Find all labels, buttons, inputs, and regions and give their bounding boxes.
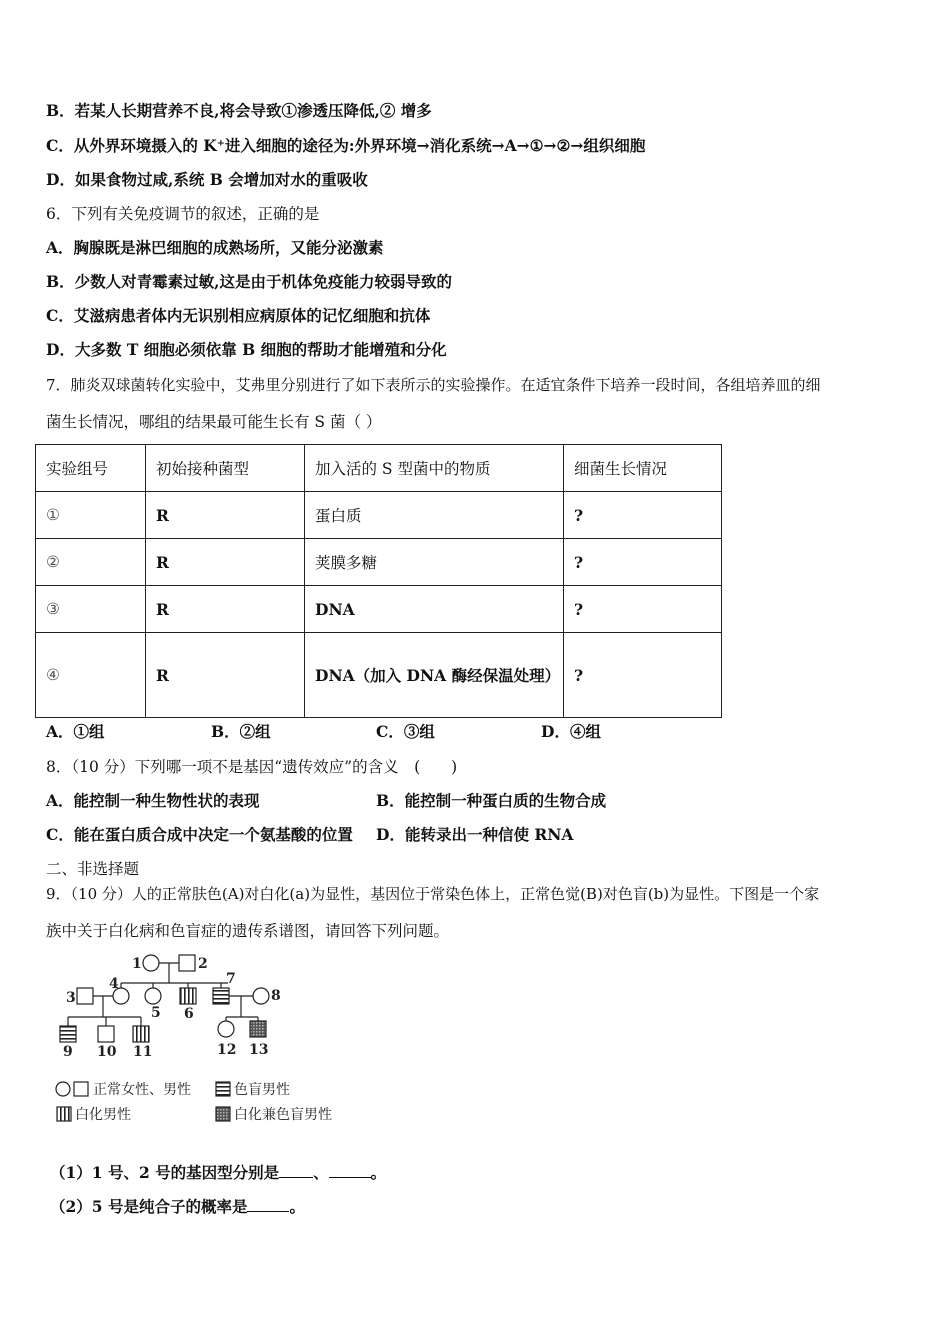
- table-row: [36, 633, 722, 718]
- legend-normal-label: 正常女性、男性: [93, 1082, 191, 1098]
- section-heading: 二、非选择题: [46, 860, 140, 878]
- table-cell: 蛋白质: [305, 492, 564, 539]
- q5-option-c: C．从外界环境摄入的 K⁺进入细胞的途径为:外界环境→消化系统→A→①→②→组织细胞: [46, 136, 646, 155]
- pedigree-female-12: [218, 1021, 234, 1037]
- q6-option-b: B．少数人对青霉素过敏,这是由于机体免疫能力较弱导致的: [46, 272, 452, 291]
- q8-option-c: C．能在蛋白质合成中决定一个氨基酸的位置: [46, 825, 353, 844]
- table-cell: R: [146, 492, 305, 539]
- pedigree-label: 12: [217, 1042, 237, 1058]
- answer-blank-2[interactable]: [329, 1163, 371, 1178]
- legend-both-label: 白化兼色盲男性: [234, 1107, 332, 1123]
- pedigree-female-8: [253, 988, 269, 1004]
- q6-option-c: C．艾滋病患者体内无识别相应病原体的记忆细胞和抗体: [46, 306, 431, 325]
- table-cell: R: [146, 539, 305, 586]
- pedigree-label: 7: [226, 971, 236, 987]
- q9-sub1: [50, 1163, 386, 1183]
- experiment-table: [35, 444, 722, 718]
- table-cell: ?: [564, 539, 722, 586]
- legend-male-icon: [74, 1082, 88, 1096]
- pedigree-albino-male-6: [180, 988, 196, 1004]
- legend-female-icon: [56, 1082, 70, 1096]
- table-row: [36, 539, 722, 586]
- table-cell: ?: [564, 492, 722, 539]
- pedigree-label: 11: [133, 1044, 153, 1060]
- legend-colorblind-label: 色盲男性: [234, 1082, 290, 1098]
- legend-colorblind-icon: [216, 1082, 230, 1096]
- pedigree-albino-male-11: [133, 1026, 149, 1042]
- pedigree-both-male-13: [250, 1021, 266, 1037]
- legend-both-icon: [216, 1107, 230, 1121]
- pedigree-label: 13: [249, 1042, 269, 1058]
- pedigree-label: 10: [97, 1044, 117, 1060]
- table-cell: ③: [36, 586, 146, 633]
- q6-option-d: D．大多数 T 细胞必须依靠 B 细胞的帮助才能增殖和分化: [46, 340, 447, 359]
- q8-stem: 8．（10 分）下列哪一项不是基因“遗传效应”的含义 ( ): [46, 758, 458, 776]
- q9-sub1-sep: 、: [313, 1163, 329, 1182]
- table-cell: ①: [36, 492, 146, 539]
- pedigree-male-2: [179, 955, 195, 971]
- pedigree-label: 6: [184, 1006, 194, 1022]
- q9-stem-line2: 族中关于白化病和色盲症的遗传系谱图，请回答下列问题。: [46, 922, 450, 940]
- q9-sub2-text: （2）5 号是纯合子的概率是: [50, 1197, 248, 1216]
- answer-blank-1[interactable]: [279, 1163, 313, 1178]
- legend-albino-label: 白化男性: [75, 1107, 131, 1123]
- pedigree-colorblind-male-9: [60, 1026, 76, 1042]
- table-header-row: [36, 445, 722, 492]
- table-header-cell: 实验组号: [36, 445, 146, 492]
- q5-option-b: B．若某人长期营养不良,将会导致①渗透压降低,② 增多: [46, 101, 432, 120]
- pedigree-male-10: [98, 1026, 114, 1042]
- q9-sub2-end: 。: [289, 1197, 305, 1216]
- pedigree-label: 9: [63, 1044, 73, 1060]
- q7-option-a: A．①组: [46, 722, 105, 741]
- q7-option-d: D．④组: [541, 722, 601, 741]
- pedigree-label: 4: [109, 976, 119, 992]
- table-cell: ②: [36, 539, 146, 586]
- pedigree-label: 2: [198, 956, 208, 972]
- q8-option-b: B．能控制一种蛋白质的生物合成: [376, 791, 607, 810]
- q6-option-a: A．胸腺既是淋巴细胞的成熟场所，又能分泌激素: [46, 238, 384, 257]
- q7-option-b: B．②组: [211, 722, 271, 741]
- pedigree-label: 1: [132, 956, 142, 972]
- table-cell: DNA: [305, 586, 564, 633]
- q6-stem: 6．下列有关免疫调节的叙述，正确的是: [46, 205, 320, 223]
- table-cell: 荚膜多糖: [305, 539, 564, 586]
- table-cell: ?: [564, 586, 722, 633]
- pedigree-label: 8: [271, 988, 281, 1004]
- q9-sub1-text: （1）1 号、2 号的基因型分别是: [50, 1163, 280, 1182]
- q7-stem-line1: 7．肺炎双球菌转化实验中，艾弗里分别进行了如下表所示的实验操作。在适宜条件下培养一段时间，各组培养皿的细: [46, 376, 821, 394]
- q9-sub2: [50, 1197, 305, 1217]
- table-cell: R: [146, 586, 305, 633]
- q7-stem-line2: 菌生长情况，哪组的结果最可能生长有 S 菌（ ）: [46, 413, 382, 431]
- pedigree-female-5: [145, 988, 161, 1004]
- pedigree-colorblind-male-7: [213, 988, 229, 1004]
- table-header-cell: 初始接种菌型: [146, 445, 305, 492]
- table-row: [36, 492, 722, 539]
- legend-albino-icon: [57, 1107, 71, 1121]
- pedigree-female-1: [143, 955, 159, 971]
- q9-stem-line1: 9．（10 分）人的正常肤色(A)对白化(a)为显性，基因位于常染色体上，正常色觉(B)对色盲(b)为显性。下图是一个家: [46, 885, 820, 903]
- pedigree-label: 3: [66, 990, 76, 1006]
- table-cell: R: [146, 633, 305, 718]
- table-cell: ?: [564, 633, 722, 718]
- table-row: [36, 586, 722, 633]
- q9-sub1-end: 。: [370, 1163, 387, 1182]
- q8-option-a: A．能控制一种生物性状的表现: [46, 791, 260, 810]
- table-cell: DNA（加入 DNA 酶经保温处理）: [305, 633, 564, 718]
- pedigree-chart: [40, 950, 370, 1130]
- pedigree-male-3: [77, 988, 93, 1004]
- table-cell: ④: [36, 633, 146, 718]
- table-header-cell: 加入活的 S 型菌中的物质: [305, 445, 564, 492]
- table-header-cell: 细菌生长情况: [564, 445, 722, 492]
- q5-option-d: D．如果食物过咸,系统 B 会增加对水的重吸收: [46, 170, 368, 189]
- pedigree-label: 5: [151, 1005, 161, 1021]
- answer-blank-3[interactable]: [247, 1197, 289, 1212]
- q7-option-c: C．③组: [376, 722, 435, 741]
- q8-option-d: D．能转录出一种信使 RNA: [376, 825, 574, 844]
